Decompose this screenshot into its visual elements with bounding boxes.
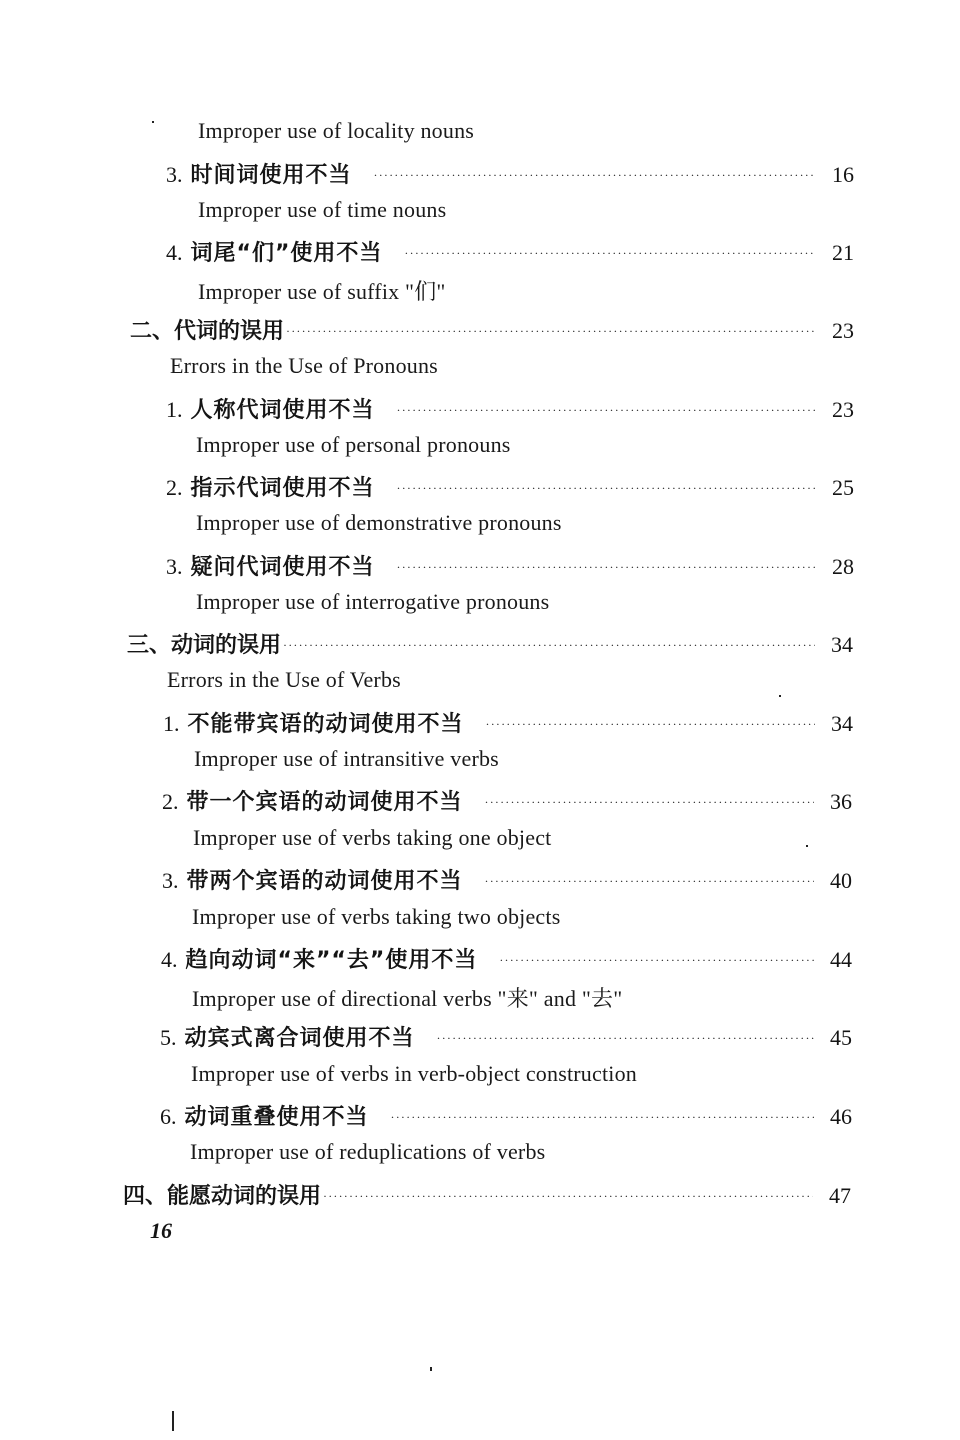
subtitle-text: Improper use of intransitive verbs (194, 746, 499, 771)
dot-leader (404, 246, 816, 261)
subtitle-text: Improper use of verbs taking one object (193, 825, 552, 850)
toc-section[interactable] (127, 628, 853, 659)
subtitle-text: Improper use of demonstrative pronouns (196, 510, 562, 535)
subtitle-text: Improper use of verbs taking two objects (192, 904, 561, 929)
subtitle-text: Improper use of locality nouns (198, 118, 475, 143)
scan-speck (779, 695, 781, 697)
item-title: 动词重叠使用不当 (184, 1105, 369, 1130)
item-number: 2. (162, 789, 179, 814)
scan-speck (430, 1367, 432, 1371)
toc-item[interactable] (166, 393, 854, 424)
page-reference: 34 (831, 632, 853, 657)
item-number: 6. (160, 1104, 177, 1129)
toc-subtitle (194, 746, 499, 772)
toc-item[interactable] (161, 943, 852, 974)
item-number: 2. (166, 475, 183, 500)
toc-item[interactable] (166, 550, 854, 581)
scan-speck (152, 121, 154, 123)
dot-leader (286, 324, 816, 339)
section-title: 三、动词的误用 (127, 633, 282, 658)
toc-subtitle (196, 589, 549, 615)
scan-speck (806, 845, 808, 847)
dot-leader (485, 874, 814, 889)
subtitle-text: Improper use of directional verbs "来" and "去" (192, 986, 623, 1011)
toc-item[interactable] (166, 471, 854, 502)
section-subtitle-text: Errors in the Use of Pronouns (170, 353, 438, 378)
toc-subtitle (196, 510, 562, 536)
toc-section-subtitle (170, 353, 438, 379)
section-title: 二、代词的误用 (130, 319, 285, 344)
item-title: 带一个宾语的动词使用不当 (186, 790, 463, 815)
item-number: 3. (166, 162, 183, 187)
toc-subtitle (198, 118, 474, 144)
item-number: 1. (163, 711, 180, 736)
dot-leader (499, 953, 814, 968)
subtitle-text: Improper use of verbs in verb-object construction (191, 1061, 637, 1086)
item-number: 4. (166, 240, 183, 265)
subtitle-text: Improper use of time nouns (198, 197, 447, 222)
item-number: 1. (166, 397, 183, 422)
item-number: 3. (162, 868, 179, 893)
item-number: 5. (160, 1025, 177, 1050)
page-reference: 21 (832, 240, 854, 265)
page-reference: 23 (832, 318, 854, 343)
toc-item[interactable] (163, 707, 853, 738)
item-title: 人称代词使用不当 (190, 398, 375, 423)
item-number: 3. (166, 554, 183, 579)
toc-subtitle (198, 275, 446, 306)
page-reference: 45 (830, 1025, 852, 1050)
item-title: 带两个宾语的动词使用不当 (186, 869, 463, 894)
dot-leader (397, 560, 816, 575)
item-title: 词尾“们”使用不当 (190, 241, 383, 266)
toc-subtitle (190, 1139, 545, 1165)
page-reference: 36 (830, 789, 852, 814)
subtitle-text: Improper use of suffix "们" (198, 279, 446, 304)
page-reference: 23 (832, 397, 854, 422)
item-title: 疑问代词使用不当 (190, 555, 375, 580)
page-reference: 46 (830, 1104, 852, 1129)
toc-subtitle (193, 825, 551, 851)
item-title: 指示代词使用不当 (190, 476, 375, 501)
dot-leader (437, 1031, 814, 1046)
toc-item[interactable] (166, 236, 854, 267)
toc-section[interactable] (130, 314, 854, 345)
page-reference: 34 (831, 711, 853, 736)
toc-item[interactable] (166, 158, 854, 189)
toc-item[interactable] (162, 785, 852, 816)
item-title: 不能带宾语的动词使用不当 (187, 712, 464, 737)
subtitle-text: Improper use of personal pronouns (196, 432, 511, 457)
dot-leader (486, 717, 815, 732)
toc-subtitle (192, 982, 622, 1013)
page-reference: 44 (830, 947, 852, 972)
dot-leader (397, 481, 816, 496)
item-number: 4. (161, 947, 178, 972)
toc-subtitle (192, 904, 560, 930)
section-subtitle-text: Errors in the Use of Verbs (167, 667, 401, 692)
page-reference: 16 (832, 162, 854, 187)
item-title: 动宾式离合词使用不当 (184, 1026, 415, 1051)
page-reference: 25 (832, 475, 854, 500)
item-title: 趋向动词“来”“去”使用不当 (185, 948, 478, 973)
dot-leader (485, 795, 814, 810)
page-reference: 28 (832, 554, 854, 579)
dot-leader (323, 1189, 813, 1204)
toc-subtitle (196, 432, 511, 458)
toc-item[interactable] (160, 1021, 852, 1052)
toc-item[interactable] (162, 864, 852, 895)
toc-subtitle (198, 197, 446, 223)
item-title: 时间词使用不当 (190, 163, 352, 188)
toc-subtitle (191, 1061, 637, 1087)
toc-section[interactable] (123, 1179, 851, 1210)
dot-leader (397, 403, 816, 418)
dot-leader (374, 168, 816, 183)
scan-line-mark (172, 1411, 174, 1431)
dot-leader (283, 638, 815, 653)
dot-leader (391, 1110, 814, 1125)
subtitle-text: Improper use of reduplications of verbs (190, 1139, 546, 1164)
section-title: 四、能愿动词的误用 (123, 1184, 322, 1209)
toc-item[interactable] (160, 1100, 852, 1131)
toc-section-subtitle (167, 667, 401, 693)
page-reference: 47 (829, 1183, 851, 1208)
page-reference: 40 (830, 868, 852, 893)
subtitle-text: Improper use of interrogative pronouns (196, 589, 550, 614)
page-number: 16 (150, 1218, 172, 1243)
